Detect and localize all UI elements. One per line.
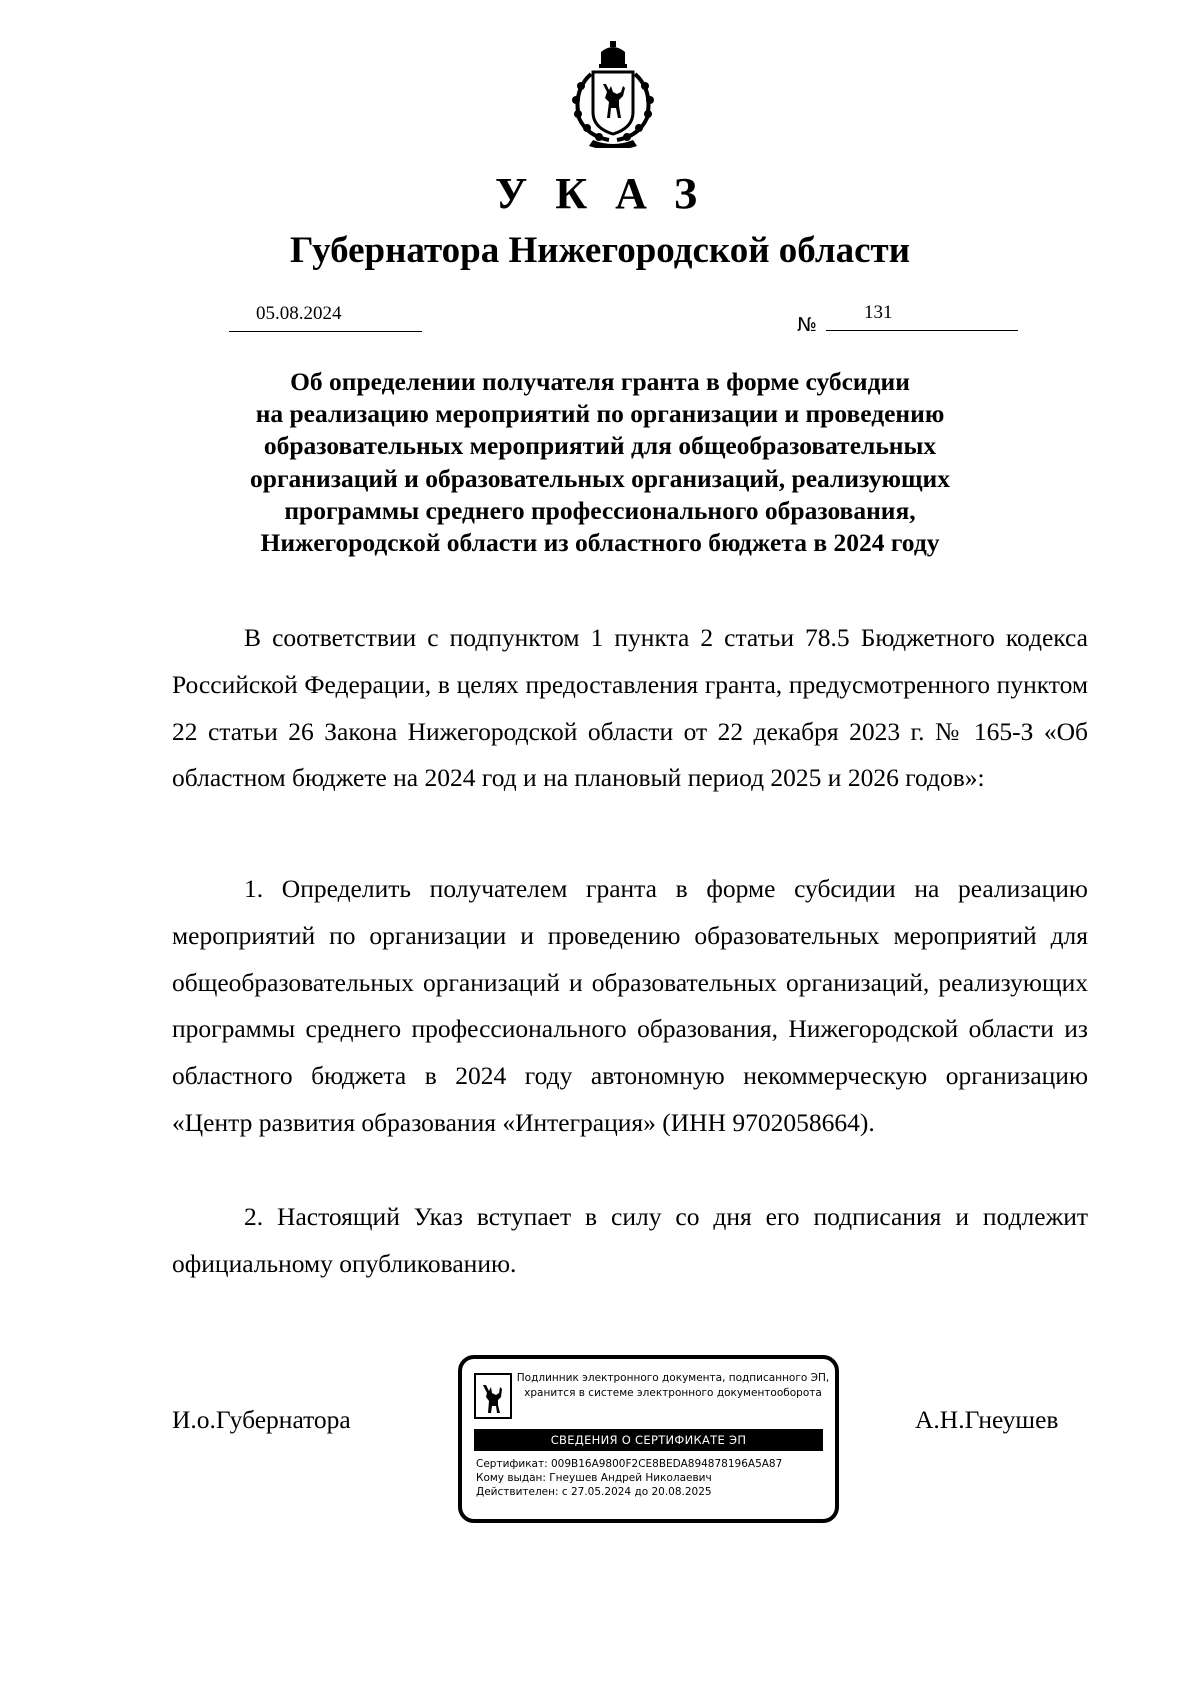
- deer-emblem-icon: [474, 1373, 512, 1419]
- subject-line: организаций и образовательных организаций, реализующих: [250, 463, 950, 493]
- certificate-owner: Кому выдан: Гнеушев Андрей Николаевич: [476, 1472, 712, 1484]
- coat-of-arms-icon: [563, 40, 663, 148]
- subject-line: образовательных мероприятий для общеобразовательных: [263, 431, 937, 461]
- item-2-paragraph: 2. Настоящий Указ вступает в силу со дня его подписания и подлежит официальному опубликованию.: [172, 1202, 1088, 1278]
- subject-line: программы среднего профессионального образования,: [284, 495, 916, 525]
- signatory-title: И.о.Губернатора: [172, 1405, 351, 1434]
- certificate-info-bar: СВЕДЕНИЯ О СЕРТИФИКАТЕ ЭП: [474, 1429, 823, 1451]
- stamp-header-line: хранится в системе электронного документооборота: [524, 1387, 822, 1399]
- electronic-signature-stamp: [458, 1355, 839, 1523]
- signatory-name: А.Н.Гнеушев: [915, 1405, 1059, 1434]
- item-1-paragraph: 1. Определить получателем гранта в форме субсидии на реализацию мероприятий по организации и проведению образовательных мероприятий для общеобразовательных организаций и образовательных организаций, реализующих программы среднего профессионального образования, Нижегородской области из областного бюджета в 2024 году автономную некоммерческую организацию «Центр развития образования «Интеграция» (ИНН 9702058664).: [172, 874, 1088, 1137]
- stamp-header: [516, 1371, 830, 1401]
- document-subject: [150, 366, 1050, 559]
- number-value: 131: [864, 302, 893, 323]
- subject-line: Об определении получателя гранта в форме субсидии: [290, 367, 910, 396]
- document-issuer-title: Губернатора Нижегородской области: [289, 230, 911, 271]
- certificate-serial: Сертификат: 009B16A9800F2CE8BEDA894878196A5A87: [476, 1458, 783, 1470]
- date-value: 05.08.2024: [256, 303, 342, 324]
- subject-line: на реализацию мероприятий по организации и проведению: [255, 399, 945, 429]
- certificate-details: [476, 1457, 826, 1499]
- stamp-header-line: Подлинник электронного документа, подписанного ЭП,: [516, 1372, 830, 1384]
- preamble-paragraph: В соответствии с подпунктом 1 пункта 2 статьи 78.5 Бюджетного кодекса Российской Федерации, в целях предоставления гранта, предусмотренного пунктом 22 статьи 26 Закона Нижегородской области от 22 декабря 2023 г. № 165-З «Об областном бюджете на 2024 год и на плановый период 2025 и 2026 годов»:: [172, 623, 1088, 793]
- document-kind-title: УКАЗ: [494, 169, 726, 218]
- number-sign: №: [797, 314, 817, 336]
- number-field: [826, 298, 1018, 331]
- certificate-validity: Действителен: с 27.05.2024 до 20.08.2025: [476, 1486, 712, 1498]
- date-field: [229, 299, 422, 332]
- subject-line: Нижегородской области из областного бюджета в 2024 году: [260, 528, 940, 558]
